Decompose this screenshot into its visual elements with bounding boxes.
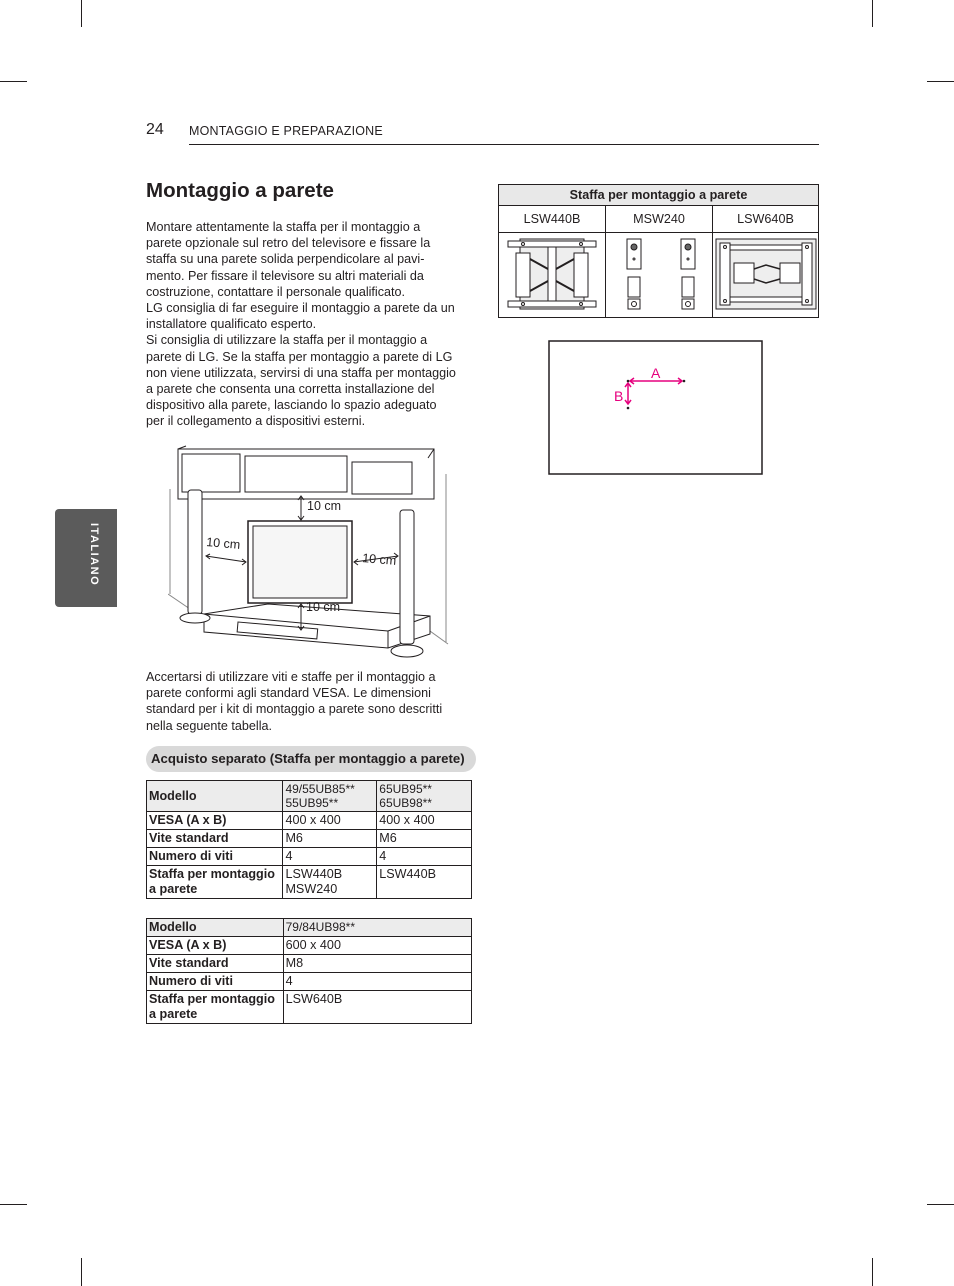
table-cell: VESA (A x B) [147,812,283,830]
table-row [147,991,472,1024]
crop-mark [0,1204,27,1205]
intro-paragraph [146,219,476,430]
cell-line: 55UB95** [285,796,339,810]
table-row [147,781,472,812]
lsw640b-bracket-image [714,235,818,313]
table-cell [713,233,819,318]
cell-line: LSW440B [285,867,343,881]
dimension-a-label: A [651,365,661,381]
table-cell: 4 [283,848,377,866]
msw240-bracket-image [611,235,707,313]
section-header: MONTAGGIO E PREPARAZIONE [189,124,383,138]
table-cell [283,866,377,899]
table-row [499,185,819,206]
table-row [147,866,472,899]
bracket-model: MSW240 [606,206,713,233]
table-cell: 4 [377,848,472,866]
table-cell: 79/84UB98** [283,919,471,937]
table-cell: 4 [283,973,471,991]
table-cell: M6 [283,830,377,848]
clearance-right-label: 10 cm [361,551,397,568]
crop-mark [927,81,954,82]
text-line: dispositivo alla parete, lasciando lo spazio adeguato [146,398,437,413]
table-cell [283,781,377,812]
clearance-bottom-label: 10 cm [306,600,341,614]
vesa-spec-table-2 [146,918,472,1024]
text-line: LG consiglia di far eseguire il montaggio a parete da un [146,301,455,316]
bracket-model: LSW640B [713,206,819,233]
installation-clearance-illustration [168,444,450,666]
table-cell: Modello [147,781,283,812]
bracket-table-title: Staffa per montaggio a parete [499,185,819,206]
table-cell: 600 x 400 [283,937,471,955]
vesa-spec-table-1 [146,780,472,899]
cell-line: 65UB98** [379,796,432,810]
table-cell: 400 x 400 [283,812,377,830]
table-cell [377,781,472,812]
text-line: parete opzionale sul retro del televisore e fissare la [146,236,431,251]
page-title: Montaggio a parete [146,179,334,202]
table-cell: 400 x 400 [377,812,472,830]
text-line: installatore qualificato esperto. [146,317,317,332]
table-row [147,955,472,973]
table-row [499,233,819,318]
table-cell: Staffa per montaggio a parete [147,866,283,899]
table-cell: Modello [147,919,284,937]
table-cell: LSW640B [283,991,471,1024]
text-line: staffa su una parete solida perpendicolare al pavi- [146,252,425,267]
clearance-left-label: 10 cm [205,535,241,552]
crop-mark [81,1258,82,1286]
crop-mark [81,0,82,27]
text-line: a parete che consenta una corretta installazione del [146,382,435,397]
text-line: mento. Per fissare il televisore su altri materiali da [146,268,424,283]
text-line: Si consiglia di utilizzare la staffa per il montaggio a [146,333,428,348]
crop-mark [927,1204,954,1205]
text-line: costruzione, contattare il personale qualificato. [146,284,406,299]
text-line: Accertarsi di utilizzare viti e staffe per il montaggio a [146,670,436,684]
text-line: parete di LG. Se la staffa per montaggio a parete di LG [146,349,453,364]
vesa-ab-diagram [548,340,764,476]
clearance-top-label: 10 cm [307,499,342,513]
table-row [499,206,819,233]
text-line: parete conformi agli standard VESA. Le dimensioni [146,686,431,701]
table-cell: Numero di viti [147,848,283,866]
bracket-model: LSW440B [499,206,606,233]
text-line: standard per i kit di montaggio a parete sono descritti [146,702,443,717]
table-cell: Vite standard [147,830,283,848]
cell-line: 65UB95** [379,782,432,796]
table-row [147,973,472,991]
table-cell: Numero di viti [147,973,284,991]
lsw440b-bracket-image [504,235,600,313]
table-cell: M6 [377,830,472,848]
wall-bracket-table [498,184,819,318]
table-cell: Vite standard [147,955,284,973]
table-cell: VESA (A x B) [147,937,284,955]
language-tab-label: ITALIANO [88,523,100,587]
page-number: 24 [146,121,164,138]
text-line: nella seguente tabella. [146,718,273,733]
table-cell: M8 [283,955,471,973]
text-line: per il collegamento a dispositivi esterni. [146,414,366,429]
crop-mark [872,1258,873,1286]
table-row [147,919,472,937]
table-row [147,830,472,848]
cell-line: MSW240 [285,882,338,896]
table-cell: Staffa per montaggio a parete [147,991,284,1024]
table-row [147,848,472,866]
separate-purchase-banner: Acquisto separato (Staffa per montaggio a parete) [146,746,476,772]
table-cell: LSW440B [377,866,472,899]
dimension-b-label: B [614,388,624,404]
vesa-paragraph [146,669,476,734]
crop-mark [872,0,873,27]
header-rule [189,144,819,145]
text-line: Montare attentamente la staffa per il montaggio a [146,220,421,234]
table-cell [606,233,713,318]
table-row [147,812,472,830]
crop-mark [0,81,27,82]
text-line: non viene utilizzata, servirsi di una staffa per montaggio [146,365,456,380]
table-row [147,937,472,955]
table-cell [499,233,606,318]
cell-line: 49/55UB85** [285,782,355,796]
language-tab [55,509,117,607]
